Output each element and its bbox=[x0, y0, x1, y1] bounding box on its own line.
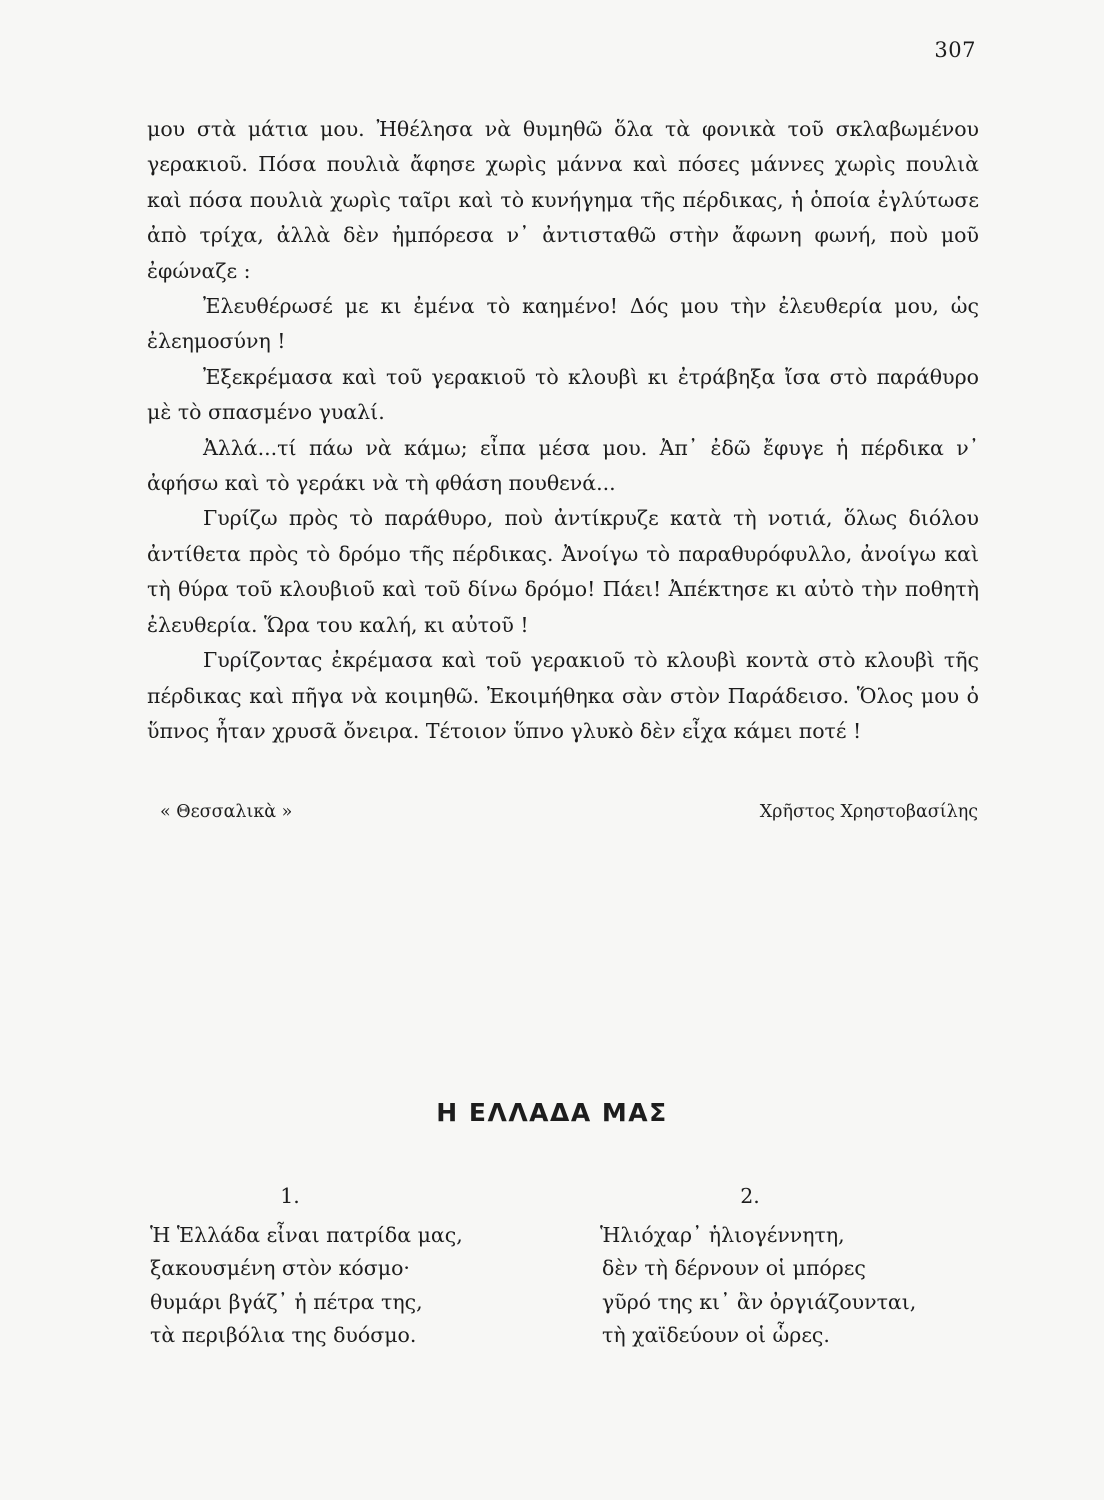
verse-line: θυμάρι βγάζ᾽ ἡ πέτρα της, bbox=[150, 1289, 423, 1314]
verse-line: τὴ χαϊδεύουν οἱ ὧρες. bbox=[602, 1323, 830, 1347]
verse-line: Ἡ Ἑλλάδα εἶναι πατρίδα μας, bbox=[150, 1222, 463, 1247]
page-number: 307 bbox=[934, 38, 976, 62]
source-title: « Θεσσαλικὰ » bbox=[160, 802, 293, 822]
poem-stanza-2 bbox=[600, 1180, 920, 1353]
author-name: Χρῆστος Χρηστοβασίλης bbox=[759, 802, 978, 822]
verse-line: Ἡλιόχαρ᾽ ἡλιογέννητη, bbox=[600, 1222, 845, 1247]
paragraph: Ἐξεκρέμασα καὶ τοῦ γερακιοῦ τὸ κλουβὶ κι ἐτράβηξα ἴσα στὸ παράθυρο μὲ τὸ σπασμένο γυαλί. bbox=[147, 364, 979, 425]
paragraph: Ἀλλά...τί πάω νὰ κάμω; εἶπα μέσα μου. Ἀπ᾽ ἐδῶ ἔφυγε ἡ πέρδικα ν᾽ ἀφήσω καὶ τὸ γεράκι νὰ τὴ φθάση πουθενά... bbox=[147, 435, 979, 496]
stanza-number: 2. bbox=[740, 1184, 760, 1208]
stanza-number: 1. bbox=[280, 1184, 300, 1208]
verse-line: τὰ περιβόλια της δυόσμο. bbox=[150, 1323, 417, 1347]
prose-body bbox=[147, 112, 979, 749]
paragraph-continuation: μου στὰ μάτια μου. Ἠθέλησα νὰ θυμηθῶ ὅλα τὰ φονικὰ τοῦ σκλαβωμένου γερακιοῦ. Πόσα πουλιὰ ἄφησε χωρὶς μάννα καὶ πόσες μάννες χωρὶς πουλιὰ καὶ πόσα πουλιὰ χωρὶς ταῖρι καὶ τὸ κυνήγημα τῆς πέρδικας, ἡ ὁποία ἐγλύτωσε ἀπὸ τρίχα, ἀλλὰ δὲν ἠμπόρεσα ν᾽ ἀντισταθῶ στὴν ἄφωνη φωνή, ποὺ μοῦ ἐφώναζε : bbox=[147, 117, 979, 283]
poem-stanza-1 bbox=[150, 1180, 550, 1353]
paragraph: Γυρίζοντας ἐκρέμασα καὶ τοῦ γερακιοῦ τὸ κλουβὶ κοντὰ στὸ κλουβὶ τῆς πέρδικας καὶ πῆγα νὰ κοιμηθῶ. Ἐκοιμήθηκα σὰν στὸν Παράδεισο. Ὅλος μου ὁ ὕπνος ἦταν χρυσᾶ ὄνειρα. Τέτοιον ὕπνο γλυκὸ δὲν εἶχα κάμει ποτέ ! bbox=[147, 648, 979, 743]
poem-title: Η ΕΛΛΑΔΑ ΜΑΣ bbox=[436, 1098, 668, 1127]
verse-line: δὲν τὴ δέρνουν οἱ μπόρες bbox=[602, 1256, 866, 1280]
verse-line: ξακουσμένη στὸν κόσμο· bbox=[150, 1256, 410, 1280]
paragraph: Ἐλευθέρωσέ με κι ἐμένα τὸ καημένο! Δός μου τὴν ἐλευθερία μου, ὡς ἐλεημοσύνη ! bbox=[147, 294, 979, 354]
verse-line: γῦρό της κι᾽ ἂν ὀργιάζουνται, bbox=[602, 1289, 917, 1314]
paragraph: Γυρίζω πρὸς τὸ παράθυρο, ποὺ ἀντίκρυζε κατὰ τὴ νοτιά, ὅλως διόλου ἀντίθετα πρὸς τὸ δρόμο τῆς πέρδικας. Ἀνοίγω τὸ παραθυρόφυλλο, ἀνοίγω καὶ τὴ θύρα τοῦ κλουβιοῦ καὶ τοῦ δίνω δρόμο! Πάει! Ἀπέκτησε κι αὐτὸ τὴν ποθητὴ ἐλευθερία. Ὥρα του καλή, κι αὐτοῦ ! bbox=[147, 506, 979, 637]
